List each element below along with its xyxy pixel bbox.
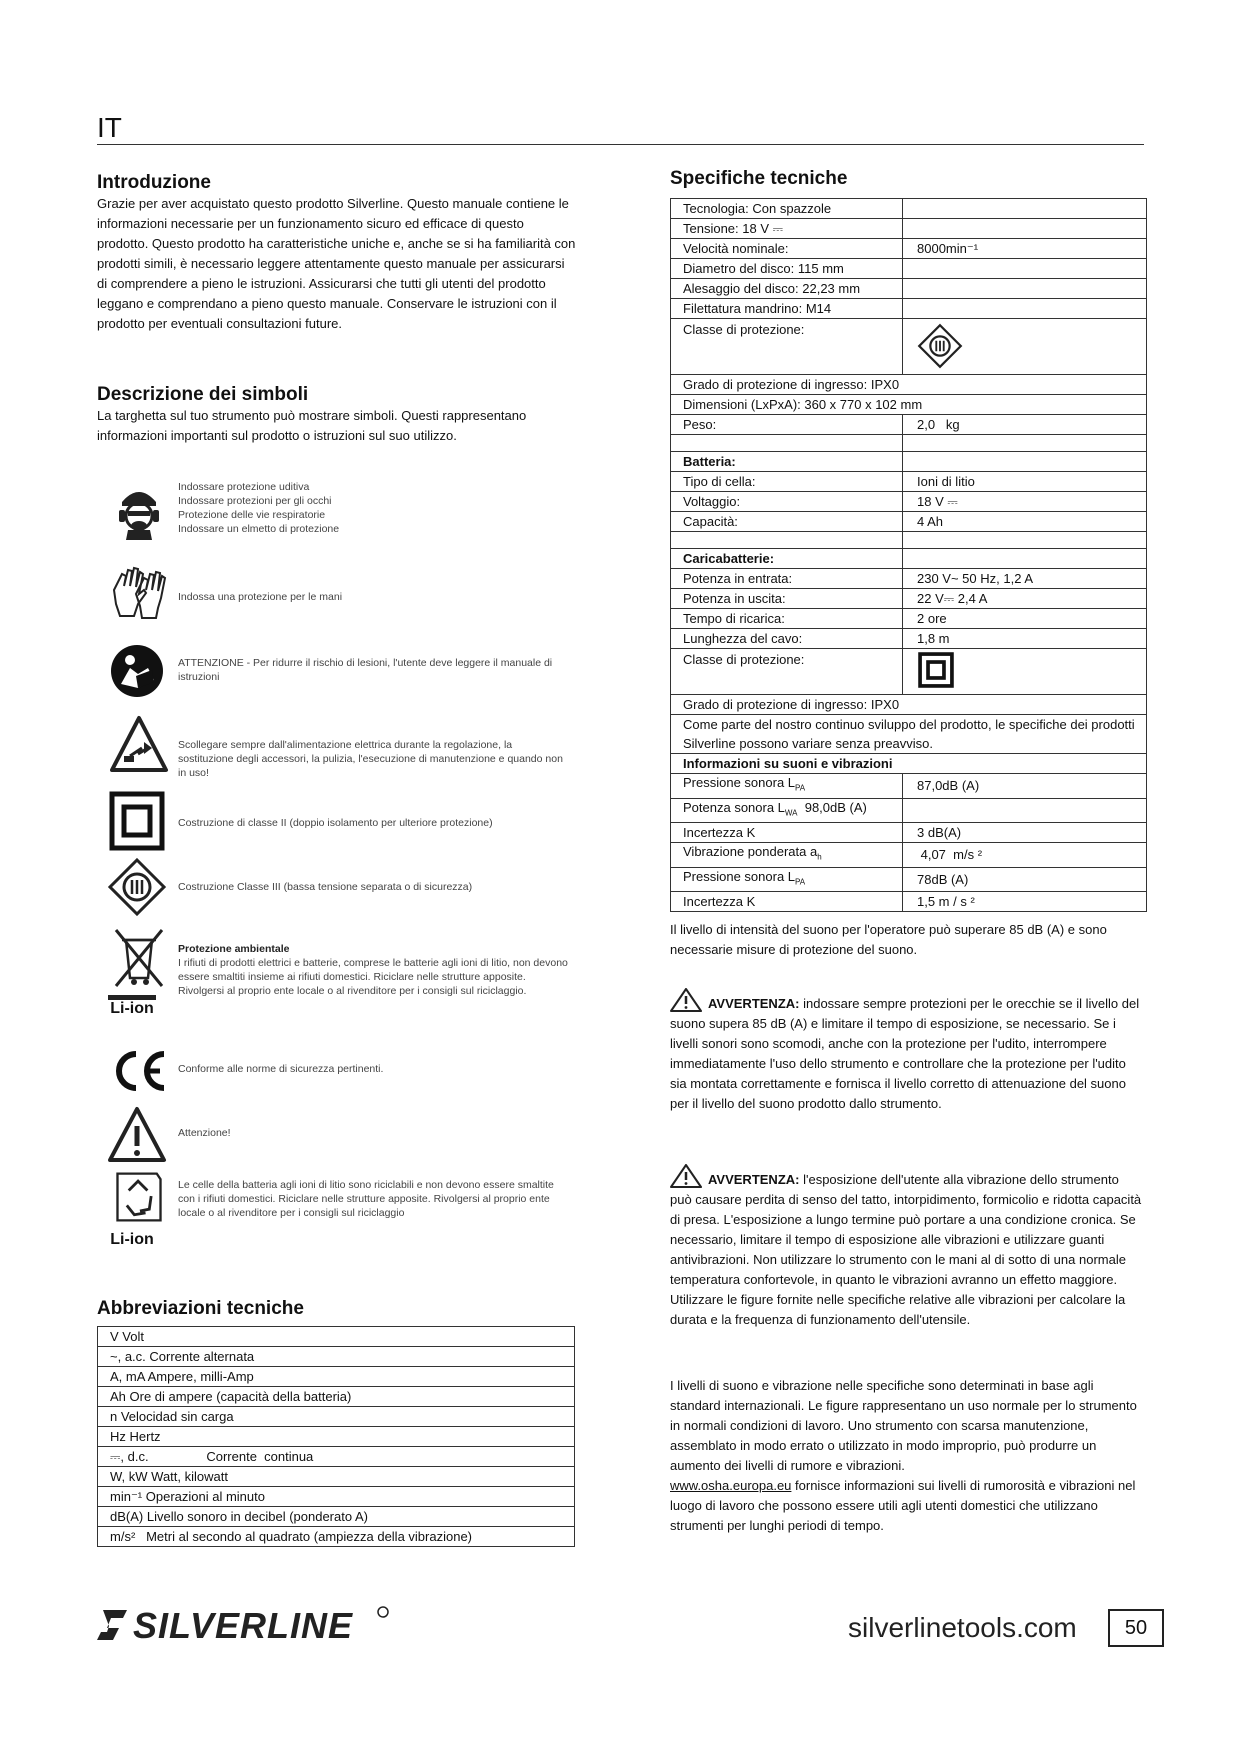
abbreviations-table bbox=[97, 1326, 575, 1547]
symbol-text: Attenzione! bbox=[178, 1127, 231, 1139]
spec-key: Tempo di ricarica: bbox=[671, 609, 903, 629]
table-row bbox=[671, 472, 1147, 492]
spec-value: 230 V~ 50 Hz, 1,2 A bbox=[903, 569, 1147, 589]
table-row bbox=[671, 259, 1147, 279]
table-row bbox=[98, 1427, 575, 1447]
table-row bbox=[671, 199, 1147, 219]
spec-value: 18 V ⎓ bbox=[903, 492, 1147, 512]
spec-value: 22 V⎓ 2,4 A bbox=[903, 589, 1147, 609]
symbol-text bbox=[178, 942, 568, 998]
li-ion-label: Li-ion bbox=[110, 1231, 154, 1248]
table-row bbox=[98, 1467, 575, 1487]
specs-table bbox=[670, 198, 1147, 912]
weee-liion-icon bbox=[108, 926, 170, 1016]
spec-value bbox=[903, 798, 1147, 823]
table-row bbox=[671, 492, 1147, 512]
table-row bbox=[671, 609, 1147, 629]
symbol-row bbox=[108, 480, 578, 550]
spec-key: Pressione sonora $L_{PA}$ bbox=[671, 867, 903, 892]
spec-key: Voltaggio: bbox=[671, 492, 903, 512]
spec-value bbox=[903, 259, 1147, 279]
spec-value: 78dB (A) bbox=[903, 867, 1147, 892]
table-row bbox=[671, 452, 1147, 472]
table-row bbox=[671, 395, 1147, 415]
symbol-text: Indossa una protezione per le mani bbox=[178, 591, 343, 603]
spec-value: 87,0dB (A) bbox=[903, 774, 1147, 799]
warning-text: indossare sempre protezioni per le orecchie se il livello del suono supera 85 dB (A) e limitare il tempo di esposizione, se necessario. Se i livelli sonori sono scomodi, anche con la protezione per l'udito, interrompere immediatamente l'uso dello strumento e controllare che la protezione per l'udito sia montata correttamente e fornisca il livello corretto di attenuazione del suono per il livello del suono prodotto dallo strumento. bbox=[670, 996, 1140, 1111]
spec-value bbox=[903, 299, 1147, 319]
table-row bbox=[98, 1487, 575, 1507]
symbol-row bbox=[108, 714, 578, 779]
table-row bbox=[98, 1387, 575, 1407]
symbol-text: Costruzione Classe III (bassa tensione separata o di sicurezza) bbox=[178, 881, 473, 893]
class-ii-icon bbox=[108, 790, 170, 852]
table-row bbox=[98, 1507, 575, 1527]
abbr-cell: ⎓, d.c. Corrente continua bbox=[98, 1447, 575, 1467]
spec-key: Classe di protezione: bbox=[671, 649, 903, 695]
table-row bbox=[671, 867, 1147, 892]
spec-key: Lunghezza del cavo: bbox=[671, 629, 903, 649]
table-row bbox=[671, 299, 1147, 319]
spec-key: Diametro del disco: 115 mm bbox=[671, 259, 903, 279]
symbol-row bbox=[108, 790, 578, 852]
symbol-text: Costruzione di classe II (doppio isolamento per ulteriore protezione) bbox=[178, 817, 493, 829]
spec-key: Potenza sonora $L_{WA}$ 98,0dB (A) bbox=[671, 798, 903, 823]
symbol-row bbox=[108, 560, 578, 622]
table-row bbox=[98, 1407, 575, 1427]
spec-section-heading: Informazioni su suoni e vibrazioni bbox=[671, 754, 1147, 774]
class-iii-icon bbox=[917, 323, 963, 369]
symbol-row bbox=[108, 1104, 578, 1166]
table-row bbox=[671, 279, 1147, 299]
spec-value bbox=[903, 199, 1147, 219]
table-row bbox=[671, 774, 1147, 799]
table-row bbox=[671, 219, 1147, 239]
table-row bbox=[671, 715, 1147, 754]
table-row bbox=[671, 629, 1147, 649]
symbol-text: Scollegare sempre dall'alimentazione elettrica durante la regolazione, la sostituzione degli accessori, la pulizia, l'esecuzione di manutenzione e quando non in uso! bbox=[178, 739, 563, 779]
spec-value: 4,07 m/s ² bbox=[903, 843, 1147, 868]
table-row bbox=[671, 649, 1147, 695]
spec-value bbox=[903, 219, 1147, 239]
brand-text: SILVERLINE bbox=[133, 1605, 354, 1646]
table-row bbox=[671, 823, 1147, 843]
symbol-body: I rifiuti di prodotti elettrici e batterie, comprese le batterie agli ioni di litio, non devono essere smaltiti insieme ai rifiuti domestici. Riciclare nelle strutture apposite. Rivolgersi al proprio ente locale o al rivenditore per i consigli sul riciclaggio. bbox=[178, 957, 568, 997]
language-code: IT bbox=[97, 112, 122, 143]
page-number: 50 bbox=[1108, 1609, 1164, 1647]
spec-key: Velocità nominale: bbox=[671, 239, 903, 259]
table-row bbox=[671, 415, 1147, 435]
levels-paragraph bbox=[670, 1376, 1144, 1536]
spec-key: Vibrazione ponderata $a_h$ bbox=[671, 843, 903, 868]
warning-triangle-icon bbox=[670, 1164, 702, 1188]
ce-mark-icon bbox=[108, 1040, 170, 1102]
spec-value: 2 ore bbox=[903, 609, 1147, 629]
spec-value bbox=[903, 279, 1147, 299]
spec-value bbox=[903, 649, 1147, 695]
symbols-title: Descrizione dei simboli bbox=[97, 384, 309, 405]
warning-triangle-icon bbox=[670, 988, 702, 1012]
spec-section-heading: Batteria: bbox=[671, 452, 903, 472]
intro-body: Grazie per aver acquistato questo prodotto Silverline. Questo manuale contiene le informazioni necessarie per un funzionamento sicuro ed efficace di questo prodotto. Questo prodotto ha caratteristiche uniche e, anche se si ha familiarità con prodotti simili, è necessario leggere attentamente questo manuale per assicurarsi di comprendere a pieno le istruzioni. Assicurarsi che tutti gli utenti del prodotto leggano e comprendano a pieno questo manuale. Conservare le istruzioni con il prodotto per eventuali consultazioni future. bbox=[97, 196, 576, 331]
table-row bbox=[671, 435, 1147, 452]
read-manual-icon bbox=[108, 640, 170, 702]
symbols-intro: La targhetta sul tuo strumento può mostrare simboli. Questi rappresentano informazioni importanti sul prodotto o istruzioni sul suo utilizzo. bbox=[97, 408, 527, 443]
li-ion-label: Li-ion bbox=[108, 995, 156, 1018]
abbr-cell: m/s² Metri al secondo al quadrato (ampiezza della vibrazione) bbox=[98, 1527, 575, 1547]
warning-vibration bbox=[670, 1164, 1144, 1330]
abbreviations-title: Abbreviazioni tecniche bbox=[97, 1298, 304, 1319]
table-row bbox=[671, 319, 1147, 375]
spec-value: 1,8 m bbox=[903, 629, 1147, 649]
symbol-text: Conforme alle norme di sicurezza pertinenti. bbox=[178, 1063, 384, 1075]
noise-note: Il livello di intensità del suono per l'operatore può superare 85 dB (A) e sono necessarie misure di protezione del suono. bbox=[670, 922, 1107, 957]
table-row bbox=[671, 589, 1147, 609]
symbol-text: Indossare protezione uditiva Indossare protezioni per gli occhi Protezione delle vie respiratorie Indossare un elmetto di protezione bbox=[178, 481, 340, 535]
table-row bbox=[671, 532, 1147, 549]
abbr-cell: dB(A) Livello sonoro in decibel (ponderato A) bbox=[98, 1507, 575, 1527]
symbol-row bbox=[108, 856, 578, 918]
spec-key: Grado di protezione di ingresso: IPX0 bbox=[671, 695, 1147, 715]
spec-key: Potenza in uscita: bbox=[671, 589, 903, 609]
spec-key: Dimensioni (LxPxA): 360 x 770 x 102 mm bbox=[671, 395, 1147, 415]
class-iii-icon bbox=[108, 856, 170, 918]
spec-value: 4 Ah bbox=[903, 512, 1147, 532]
table-row bbox=[98, 1347, 575, 1367]
intro-title: Introduzione bbox=[97, 172, 211, 193]
spec-note: Come parte del nostro continuo sviluppo del prodotto, le specifiche dei prodotti Silverline possono variare senza preavviso. bbox=[671, 715, 1147, 754]
symbol-row bbox=[108, 640, 578, 702]
osha-link[interactable]: www.osha.europa.eu bbox=[670, 1478, 792, 1493]
spec-value bbox=[903, 319, 1147, 375]
table-row bbox=[671, 695, 1147, 715]
table-row bbox=[671, 512, 1147, 532]
class-ii-icon bbox=[917, 651, 955, 689]
abbr-cell: V Volt bbox=[98, 1327, 575, 1347]
unplug-warning-icon bbox=[108, 714, 170, 776]
spec-key: Grado di protezione di ingresso: IPX0 bbox=[671, 375, 1147, 395]
warning-triangle-icon bbox=[108, 1104, 170, 1166]
intro-section bbox=[97, 172, 577, 334]
spec-key: Capacità: bbox=[671, 512, 903, 532]
table-row bbox=[98, 1447, 575, 1467]
symbol-row bbox=[108, 1040, 578, 1102]
specs-title: Specifiche tecniche bbox=[670, 168, 848, 189]
spec-key: Filettatura mandrino: M14 bbox=[671, 299, 903, 319]
spec-key: Incertezza K bbox=[671, 823, 903, 843]
warning-text: l'esposizione dell'utente alla vibrazione dello strumento può causare perdita di senso del tatto, intorpidimento, formicolio e ridotta capacità di presa. L'esposizione a lungo termine può portare a una condizione cronica. Se necessario, limitare il tempo di esposizione alle vibrazioni e utilizzare guanti antivibrazioni. Non utilizzare lo strumento con le mani al di sotto di una normale temperatura confortevole, in quanto le vibrazioni avranno un effetto maggiore. Utilizzare le figure fornite nelle specifiche relative alle vibrazioni per calcolare la durata e la frequenza di funzionamento dell'utensile. bbox=[670, 1172, 1142, 1327]
abbr-cell: A, mA Ampere, milli-Amp bbox=[98, 1367, 575, 1387]
ppe-head-icon bbox=[108, 480, 170, 542]
silverline-logo bbox=[97, 1600, 397, 1648]
warning-label: AVVERTENZA: bbox=[708, 1172, 800, 1187]
symbol-row bbox=[108, 926, 578, 1026]
spec-value: 8000min⁻¹ bbox=[903, 239, 1147, 259]
spec-value: 1,5 m / s ² bbox=[903, 892, 1147, 912]
website-url[interactable]: silverlinetools.com bbox=[848, 1612, 1077, 1643]
levels-text: I livelli di suono e vibrazione nelle specifiche sono determinati in base agli standard internazionali. Le figure rappresentano un uso normale per lo strumento in normali condizioni di lavoro. Uno strumento con scarsa manutenzione, assemblato in modo errato o utilizzato in modo improprio, può produrre un aumento dei livelli di rumore e vibrazioni. bbox=[670, 1378, 1137, 1473]
table-row bbox=[671, 754, 1147, 774]
warning-label: AVVERTENZA: bbox=[708, 996, 800, 1011]
spec-key: Potenza in entrata: bbox=[671, 569, 903, 589]
symbols-section bbox=[97, 384, 577, 446]
table-row bbox=[671, 843, 1147, 868]
spec-key: Incertezza K bbox=[671, 892, 903, 912]
spec-key: Tecnologia: Con spazzole bbox=[671, 199, 903, 219]
abbr-cell: W, kW Watt, kilowatt bbox=[98, 1467, 575, 1487]
abbr-cell: ~, a.c. Corrente alternata bbox=[98, 1347, 575, 1367]
table-row bbox=[671, 569, 1147, 589]
symbol-text: ATTENZIONE - Per ridurre il rischio di lesioni, l'utente deve leggere il manuale di istruzioni bbox=[178, 657, 553, 683]
gloves-icon bbox=[108, 560, 170, 622]
recycle-liion-icon bbox=[108, 1168, 170, 1258]
warning-hearing bbox=[670, 988, 1144, 1114]
symbol-row bbox=[108, 1168, 578, 1268]
table-row bbox=[98, 1327, 575, 1347]
spec-key: Classe di protezione: bbox=[671, 319, 903, 375]
spec-value: Ioni di litio bbox=[903, 472, 1147, 492]
table-row bbox=[98, 1367, 575, 1387]
table-row bbox=[98, 1527, 575, 1547]
spec-key: Tipo di cella: bbox=[671, 472, 903, 492]
spec-key: Tensione: 18 V ⎓ bbox=[671, 219, 903, 239]
spec-key: Peso: bbox=[671, 415, 903, 435]
abbr-cell: Ah Ore di ampere (capacità della batteria) bbox=[98, 1387, 575, 1407]
table-row bbox=[671, 239, 1147, 259]
symbol-text: Le celle della batteria agli ioni di litio sono riciclabili e non devono essere smaltite con i rifiuti domestici. Riciclare nelle strutture apposite. Rivolgersi al proprio ente locale o al rivenditore per i consigli sul riciclaggio bbox=[178, 1179, 554, 1219]
abbr-cell: Hz Hertz bbox=[98, 1427, 575, 1447]
abbr-cell: min⁻¹ Operazioni al minuto bbox=[98, 1487, 575, 1507]
spec-key: Pressione sonora $L_{PA}$ bbox=[671, 774, 903, 799]
table-row bbox=[671, 375, 1147, 395]
levels-text-2: fornisce informazioni sui livelli di rumorosità e vibrazioni nel luogo di lavoro che possono essere utili agli utenti domestici che utilizzano strumenti per lunghi periodi di tempo. bbox=[670, 1478, 1136, 1533]
spec-section-heading: Caricabatterie: bbox=[671, 549, 903, 569]
header-rule bbox=[97, 144, 1144, 145]
table-row bbox=[671, 549, 1147, 569]
spec-value: 2,0 kg bbox=[903, 415, 1147, 435]
symbol-title: Protezione ambientale bbox=[178, 943, 290, 955]
table-row bbox=[671, 892, 1147, 912]
abbr-cell: n Velocidad sin carga bbox=[98, 1407, 575, 1427]
table-row bbox=[671, 798, 1147, 823]
spec-value: 3 dB(A) bbox=[903, 823, 1147, 843]
spec-key: Alesaggio del disco: 22,23 mm bbox=[671, 279, 903, 299]
